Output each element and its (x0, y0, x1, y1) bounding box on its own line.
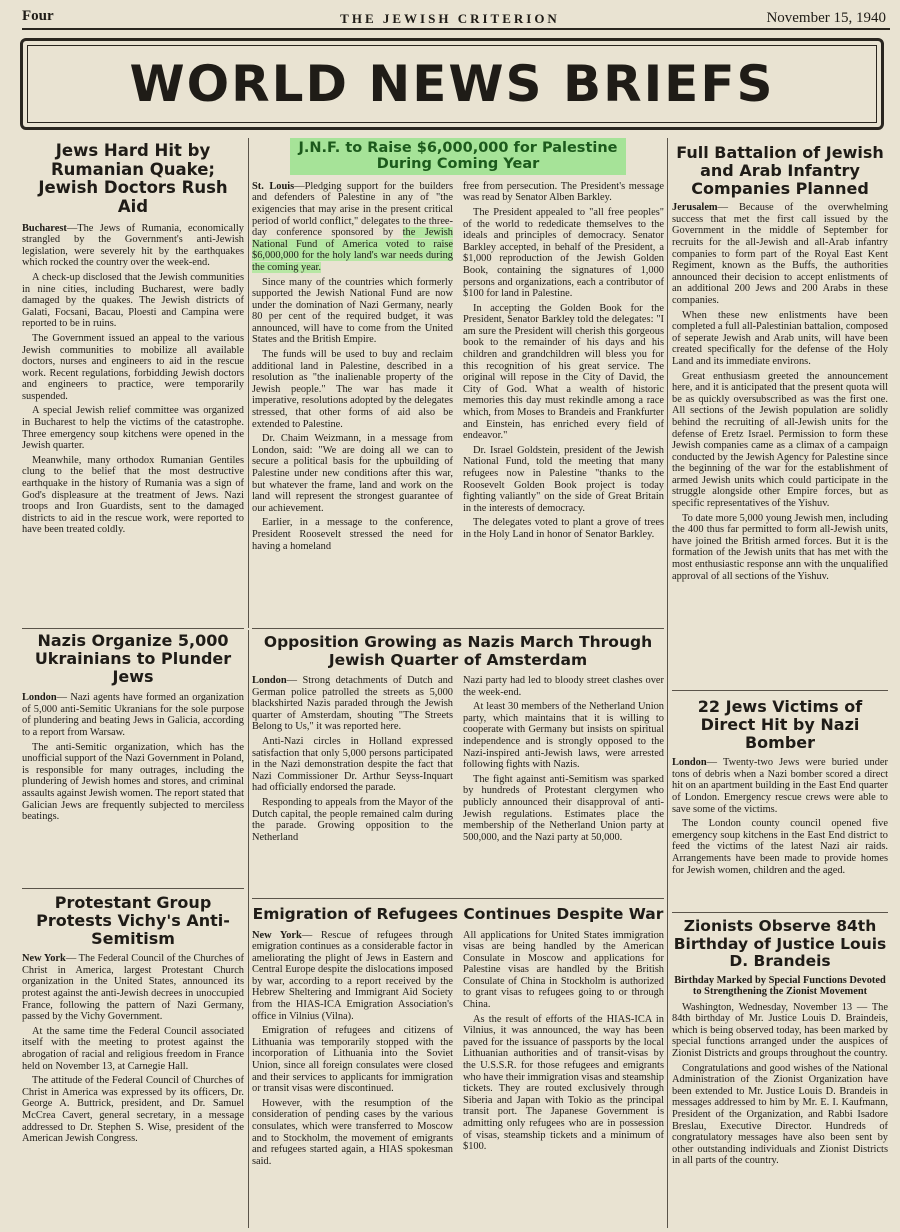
paragraph: free from persecution. The President's message was read by Senator Alben Barkley. (463, 180, 664, 204)
article-column (463, 181, 664, 555)
headline: J.N.F. to Raise $6,000,000 for Palestine During Coming Year (290, 138, 626, 175)
paragraph: Great enthusiasm greeted the announcement here, and it is anticipated that the present quota will be as quickly oversubscribed as was the first one. All sections of the Jewish population are solidly behind the recruiting of all-Jewish units for the defense of Eretz Israel. Permission to form these Jewish companies came as a climax of a campaign conducted by the Jewish Agency for Palestine since the beginning of the war for the establishment of armed Jewish units which could participate in the struggle alongside other Empire forces, but as specific representatives of the Yishuv. (672, 370, 888, 510)
column-rule (248, 138, 249, 628)
paragraph: When these new enlistments have been completed a full all-Palestinian battalion, composed of seperate Jewish and Arab units, will have been created specifically for the defense of the Holy Land and its immediate environs. (672, 309, 888, 367)
issue-date: November 15, 1940 (766, 10, 886, 26)
section-banner (20, 38, 884, 130)
section-rule (672, 690, 888, 691)
paragraph: In accepting the Golden Book for the President, Senator Barkley told the delegates: "I am sure the President will cherish this gorgeous book to the remainder of his days and his children and grandchildren will bless you for this recognition of his great service. The original will repose in the City of David, the City of God. What a wealth of historic memories this day must rekindle among a race which, from Moses to Brandeis and Frankfurter and Einstein, has enriched every field of endeavor." (463, 302, 664, 442)
paragraph: The delegates voted to plant a grove of trees in the Holy Land in honor of Senator Barkley. (463, 517, 664, 540)
article-column (463, 930, 664, 1171)
section-rule (252, 628, 664, 629)
article-column (252, 675, 453, 846)
article-body (22, 953, 244, 1145)
paragraph: Washington, Wednesday, November 13 — The 84th birthday of Mr. Justice Louis D. Braindeis, which is being observed today, has been marked by special functions arranged under the auspices of Zionist Districts and groups throughout the country. (672, 1001, 888, 1060)
section-rule (22, 888, 244, 889)
headline: Nazis Organize 5,000 Ukrainians to Plunder Jews (34, 631, 232, 687)
article-body (672, 757, 888, 876)
article-brandeis (672, 918, 888, 1170)
paragraph: A special Jewish relief committee was organized in Bucharest to help the victims of the catastrophe. Three emergency soup kitchens were opened in the Jewish quarter. (22, 405, 244, 452)
dateline: New York (252, 929, 302, 941)
article-emigration (252, 906, 664, 1170)
paragraph: The President appealed to "all free peoples" of the world to rededicate themselves to the ideals and principles of democracy. Senator Barkley accepted, in behalf of the President, a $1,000 reproduction of the Jewish Golden Book, containing the signatures of 1,000 persons and organizations, each a contributor of $100 for land in Palestine. (463, 206, 664, 300)
paragraph: London— Twenty-two Jews were buried under tons of debris when a Nazi bomber scored a direct hit on an apartment building in the East End quarter of London. Emergency rescue crews were able to save some of the victims. (672, 757, 888, 815)
paragraph: As the result of efforts of the HIAS-ICA in Vilnius, it was announced, the way has been paved for the issuance of passports by the local Lithuanian authorities and of transit-visas by the U.S.S.R. for those refugees and emigrants who have their immigration visas and steamship tickets. They are routed exclusively through Siberia and Japan with Tokio as the principal transit port. The Japanese Government is admitting only refugees who are in possession of visas, steamship tickets and a minimum of $100. (463, 1013, 664, 1153)
paragraph: The attitude of the Federal Council of Churches of Christ in America was expressed by its officers, Dr. George A. Buttrick, president, and Dr. Samuel McCrea Cavert, general secretary, in a message addressed to Dr. Stephen S. Wise, president of the American Jewish Congress. (22, 1075, 244, 1145)
article-body (672, 1002, 888, 1167)
headline: Protestant Group Protests Vichy's Anti-Semitism (36, 893, 230, 949)
dateline: London (672, 757, 707, 769)
article-jnf (252, 138, 664, 555)
section-title: WORLD NEWS BRIEFS (129, 55, 775, 113)
section-rule (252, 898, 664, 899)
dateline: Bucharest (22, 222, 67, 234)
section-rule (672, 912, 888, 913)
article-column (463, 675, 664, 846)
paragraph: The London county council opened five emergency soup kitchens in the East End district to feed the victims of the latest Nazi air raids. Arrangements have been made to provide homes for Jewish women, children and the aged. (672, 818, 888, 876)
paragraph: Bucharest—The Jews of Rumania, economically strangled by the Government's anti-Jewish legislation, were severely hit by the earthquakes which rocked the country over the week-end. (22, 222, 244, 269)
paragraph: Dr. Chaim Weizmann, in a message from London, said: "We are doing all we can to secure a political basis for the upbuilding of Palestine under new conditions after this war, but whatever the frame, land and work on the land will represent the strongest guarantee of our achievement. (252, 433, 453, 514)
dateline: London (252, 675, 287, 686)
article-london-bomber (672, 698, 888, 879)
article-body (22, 223, 244, 536)
newspaper-name: THE JEWISH CRITERION (340, 11, 560, 26)
dateline: London (22, 692, 57, 704)
headline: Zionists Observe 84th Birthday of Justice Louis D. Brandeis (673, 917, 887, 970)
article-rumania-quake (22, 142, 244, 539)
section-rule (22, 628, 244, 629)
paragraph: The funds will be used to buy and reclaim additional land in Palestine, described in a resolution as "the inalienable property of the Jewish people." The war has made it imperative, resolutions adopted by the delegates stressed, that other forms of aid also be extended to Palestine. (252, 349, 453, 430)
headline: Full Battalion of Jewish and Arab Infantry Companies Planned (676, 143, 884, 199)
article-battalion (672, 144, 888, 585)
paragraph: New York— The Federal Council of the Churches of Christ in America, largest Protestant Church organization in the United States, announced its protest against the anti-Jewish decrees in unoccupied France, following the pattern of Nazi Germany, passed by the Vichy Government. (22, 953, 244, 1023)
paragraph: Nazi party had led to bloody street clashes over the week-end. (463, 675, 664, 698)
paragraph: At the same time the Federal Council associated itself with the meeting to protest against the abrogation of racial and religious freedom in France held on November 13, at Carnegie Hall. (22, 1025, 244, 1072)
article-column (252, 181, 453, 555)
subheadline: Birthday Marked by Special Functions Devoted to Strengthening the Zionist Movement (674, 974, 886, 998)
article-body (672, 202, 888, 582)
paragraph: London— Strong detachments of Dutch and German police patrolled the streets as 5,000 blackshirted Nazis paraded through the Jewish quarter of Amsterdam, shouting "The Streets Belong to Us," it was reported here. (252, 675, 453, 733)
headline: 22 Jews Victims of Direct Hit by Nazi Bomber (697, 697, 863, 753)
paragraph: All applications for United States immigration visas are being handled by the American Consulate in Moscow and applications for Palestine visas are handled by the British Consulate of China in Stockholm is authorized to grant visas to refugees going to or through China. (463, 929, 664, 1011)
masthead-rule (22, 28, 890, 30)
paragraph: To date more 5,000 young Jewish men, including the 400 thus far permitted to form all-Jewish units, have joined the British armed forces. But it is the formation of the Jewish units that has met with the most enthusiastic response ann with the unqualified approval of all sections of the Yishuv. (672, 512, 888, 582)
paragraph: Responding to appeals from the Mayor of the Dutch capital, the people remained calm during the parade. Growing opposition to the Netherland (252, 796, 453, 843)
column-rule (667, 138, 668, 1228)
paragraph: St. Louis—Pledging support for the builders and defenders of Palestine in any of "the exigencies that may arise in the present critical period of world conflict," delegates to the three-day conference sponsored by the Jewish National Fund of America voted to raise $6,000,000 for the holy land's war needs during the coming year. (252, 180, 453, 273)
headline: Emigration of Refugees Continues Despite War (252, 905, 664, 923)
dateline: Jerusalem (672, 202, 718, 214)
paragraph: The fight against anti-Semitism was sparked by hundreds of Protestant clergymen who publicly announced their disapproval of anti-Jewish regulations. Estimates place the membership of the Netherland Union party at 500,000, and the Nazi party at 50,000. (463, 773, 664, 843)
dateline: St. Louis (252, 180, 295, 192)
highlighted-text: the Jewish National Fund of America voted to raise $6,000,000 for the holy land's war needs during the coming year. (252, 227, 453, 273)
headline: Jews Hard Hit by Rumanian Quake; Jewish Doctors Rush Aid (38, 141, 228, 216)
paragraph: Emigration of refugees and citizens of Lithuania was temporarily stopped with the incorporation of Lithuania into the Soviet Union, since all foreign consulates were closed and their services to applicants for immigration or transit visas were discontinued. (252, 1025, 453, 1095)
article-ukrainians (22, 632, 244, 826)
paragraph: A check-up disclosed that the Jewish communities in nine cities, including Bucharest, were badly damaged by the quakes. The Jewish districts of Galati, Focsani, Bacau, Ploesti and Campina were reported to be in ruins. (22, 271, 244, 330)
paragraph: Anti-Nazi circles in Holland expressed satisfaction that only 5,000 persons participated in the Nazi demonstration despite the fact that Nazi Commissioner Dr. Arthur Seyss-Inquart had officially endorsed the parade. (252, 735, 453, 794)
article-amsterdam (252, 634, 664, 846)
dateline: New York (22, 953, 66, 965)
paragraph: At least 30 members of the Netherland Union party, which maintains that it is willing to cooperate with Germany but insists on spiritual independence and is strongly opposed to the Nazi-inspired anti-Jewish laws, were arrested following fights with Nazis. (463, 701, 664, 771)
article-vichy (22, 894, 244, 1148)
paragraph: Congratulations and good wishes of the National Administration of the Zionist Organization have been extended to Mr. Justice Louis D. Brandeis in messages addressed to him by Mr. E. I. Kaufmann, President of the Organization, and Rabbi Isadore Breslau, Executive Director. Hundreds of congratulatory messages have also been sent by other outstanding individuals and Zionist Districts in all parts of the country. (672, 1062, 888, 1167)
paragraph: New York— Rescue of refugees through emigration continues as a considerable factor in ameliorating the plight of Jews in Eastern and Central Europe despite the dislocations imposed by war, according to a report received by the Hebrew Sheltering and Immigrant Aid Society from the HIAS-ICA Emigration Association's office in Vilnius (Vilna). (252, 929, 453, 1022)
paragraph: Meanwhile, many orthodox Rumanian Gentiles clung to the belief that the most destructive earthquake in the history of Rumania was a sign of God's displeasure at the treatment of Jews. Nazi troops and Iron Guardists, sent to the damaged districts to aid in the rescue work, were reported to have been treated coldly. (22, 454, 244, 536)
article-column (252, 930, 453, 1171)
column-rule (248, 630, 249, 1228)
paragraph: However, with the resumption of the consideration of pending cases by the various consulates, which were transferred to Moscow and to Stockholm, the movement of emigrants and refugees started again, a HIAS spokesman said. (252, 1097, 453, 1167)
page-number: Four (22, 8, 54, 24)
article-body (22, 692, 244, 823)
paragraph: Dr. Israel Goldstein, president of the Jewish National Fund, told the meeting that many refugees now in Palestine "thanks to the Roosevelt Golden Book project is today fighting valiantly" on the side of Great Britain in the interests of democracy. (463, 444, 664, 514)
headline: Opposition Growing as Nazis March Through Jewish Quarter of Amsterdam (263, 633, 653, 669)
paragraph: The Government issued an appeal to the various Jewish communities to mobilize all available doctors, nurses and engineers to aid in the rescue work. Recent regulations, forbidding Jewish doctors and engineers to practice, were temporarily suspended. (22, 332, 244, 402)
paragraph: Jerusalem— Because of the overwhelming success that met the first call issued by the Government in the middle of September for recruits for the all-Jewish and all-Arab infantry companies to form part of the Royal East Kent Regiment, known as the Buffs, the authorities announced their decision to accept enlistments of an additional 200 Jews and 200 Arabs in these companies. (672, 202, 888, 306)
paragraph: London— Nazi agents have formed an organization of 5,000 anti-Semitic Ukranians for the sole purpose of plundering and beating Jews in Galicia, according to a report from Warsaw. (22, 692, 244, 739)
paragraph: Since many of the countries which formerly supported the Jewish National Fund are now under the domination of Nazi Germany, nearly 80 per cent of the required budget, it was announced, will have to come from the United States and the British Empire. (252, 276, 453, 346)
paragraph: The anti-Semitic organization, which has the unofficial support of the Nazi Government in Poland, is responsible for many outrages, including the plundering of Jewish homes and stores, and criminal assaults against Jewish women. The report stated that Galician Jews are frequently subjected to merciless beatings. (22, 741, 245, 823)
paragraph: Earlier, in a message to the conference, President Roosevelt stressed the need for having a homeland (252, 517, 453, 552)
